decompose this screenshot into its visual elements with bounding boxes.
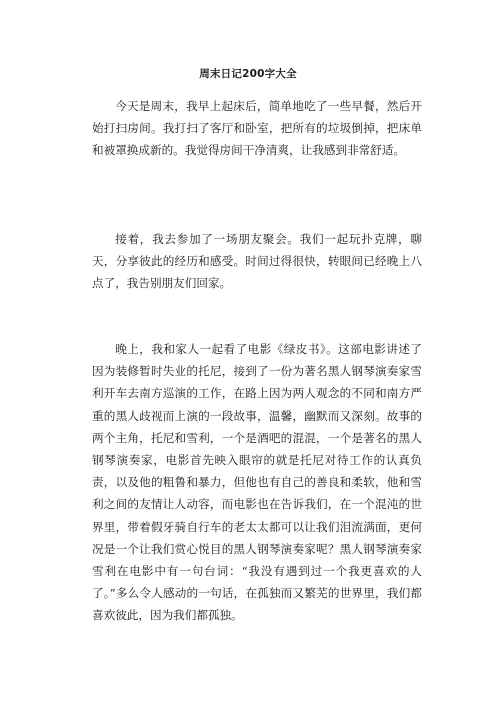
- paragraph-text: 接着，我去参加了一场朋友聚会。我们一起玩扑克牌，聊天，分享彼此的经历和感受。时间过得很快，转眼间已经晚上八点了，我告别朋友们回家。: [92, 232, 422, 291]
- paragraph-movie: [92, 338, 422, 627]
- paragraph-text: 今天是周末，我早上起床后，简单地吃了一些早餐，然后开始打扫房间。我打扫了客厅和卧室，把所有的垃圾倒掉，把床单和被罩换成新的。我觉得房间干净清爽，让我感到非常舒适。: [92, 99, 422, 158]
- paragraph-party: [92, 228, 422, 295]
- document-title: 周末日记200字大全: [199, 68, 297, 80]
- paragraph-cleaning: [92, 95, 422, 162]
- paragraph-text: 晚上，我和家人一起看了电影《绿皮书》。这部电影讲述了因为装修暂时失业的托尼，接到了一份为著名黑人钢琴演奏家雪利开车去南方巡演的工作，在路上因为两人观念的不同和南方严重的黑人歧视而上演的一段故事，温馨，幽默而又深刻。故事的两个主角，托尼和雪利，一个是酒吧的混混，一个是著名的黑人钢琴演奏家，电影首先映入眼帘的就是托尼对待工作的认真负责，以及他的粗鲁和暴力，但他也有自己的善良和柔软，他和雪利之间的友情让人动容，而电影也在告诉我们，在一个混沌的世界里，带着假牙骑自行车的老太太都可以让我们泪流满面，更何况是一个让我们赏心悦目的黑人钢琴演奏家呢？黑人钢琴演奏家雪利在电影中有一句台词：“我没有遇到过一个我更喜欢的人了。”多么令人感动的一句话，在孤独而又繁芜的世界里，我们都喜欢彼此，因为我们都孤独。: [92, 342, 422, 623]
